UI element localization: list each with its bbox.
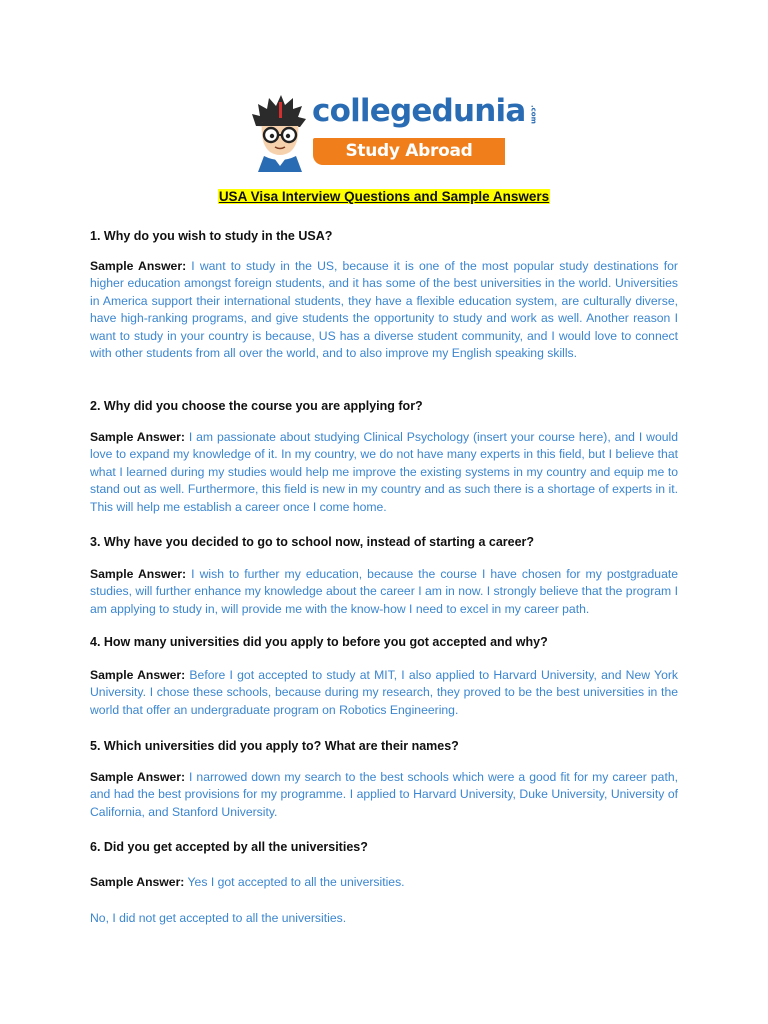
question-2: 2. Why did you choose the course you are applying for? [90, 399, 423, 413]
logo-wordmark: collegedunia .com [312, 93, 538, 129]
answer-6-alternative: No, I did not get accepted to all the universities. [90, 911, 347, 925]
answer-label: Sample Answer: [90, 567, 187, 581]
answer-label: Sample Answer: [90, 770, 185, 784]
question-1: 1. Why do you wish to study in the USA? [90, 229, 333, 243]
answer-text: I narrowed down my search to the best schools which were a good fit for my career path, and had the best provisions for my programme. I applied to Harvard University, Duke University, University of California, and Stanford University. [90, 770, 678, 819]
answer-label: Sample Answer: [90, 668, 186, 682]
document-title: USA Visa Interview Questions and Sample Answers [218, 189, 550, 204]
answer-label: Sample Answer: [90, 259, 187, 273]
student-mascot-icon [250, 92, 312, 172]
question-4: 4. How many universities did you apply to before you got accepted and why? [90, 635, 548, 649]
answer-2 [90, 429, 678, 516]
answer-text: Yes I got accepted to all the universities. [187, 875, 405, 889]
answer-text: I want to study in the US, because it is one of the most popular study destinations for higher education amongst foreign students, and it has some of the best universities in the world. Universities in America support their international students, they have a flexible education system, are culturally diverse, have high-ranking programs, and give students the opportunity to study and work as well. Another reason I want to study in your country is because, US has a diverse student community, and I would love to connect with other students from all over the world, and to also improve my English speaking skills. [90, 259, 678, 361]
question-5: 5. Which universities did you apply to? What are their names? [90, 739, 459, 753]
answer-label: Sample Answer: [90, 430, 185, 444]
answer-6 [90, 874, 678, 891]
collegedunia-logo [250, 92, 538, 172]
answer-text: I wish to further my education, because the course I have chosen for my postgraduate studies, will further enhance my knowledge about the career I am in now. I strongly believe that the program I am applying to study in, will provide me with the know-how I need to excel in my career path. [90, 567, 679, 616]
answer-text: I am passionate about studying Clinical Psychology (insert your course here), and I would love to expand my knowledge of it. In my country, we do not have many experts in this field, but I believe that what I learned during my studies would help me improve the existing systems in my country and equip me to stand out as well. Furthermore, this field is new in my country and as such there is a shortage of experts in it. This will help me establish a career once I come home. [90, 430, 679, 514]
study-abroad-ribbon: Study Abroad [313, 138, 505, 165]
answer-4 [90, 667, 678, 719]
answer-3 [90, 566, 678, 618]
answer-5 [90, 769, 678, 821]
answer-1 [90, 258, 678, 362]
answer-label: Sample Answer: [90, 875, 185, 889]
question-3: 3. Why have you decided to go to school now, instead of starting a career? [90, 535, 535, 549]
logo-tld: .com [529, 105, 538, 124]
question-6: 6. Did you get accepted by all the universities? [90, 840, 368, 854]
answer-text: Before I got accepted to study at MIT, I also applied to Harvard University, and New York University. I chose these schools, because during my research, they proved to be the best universities in the world that offer an undergraduate program on Robotics Engineering. [90, 668, 678, 717]
